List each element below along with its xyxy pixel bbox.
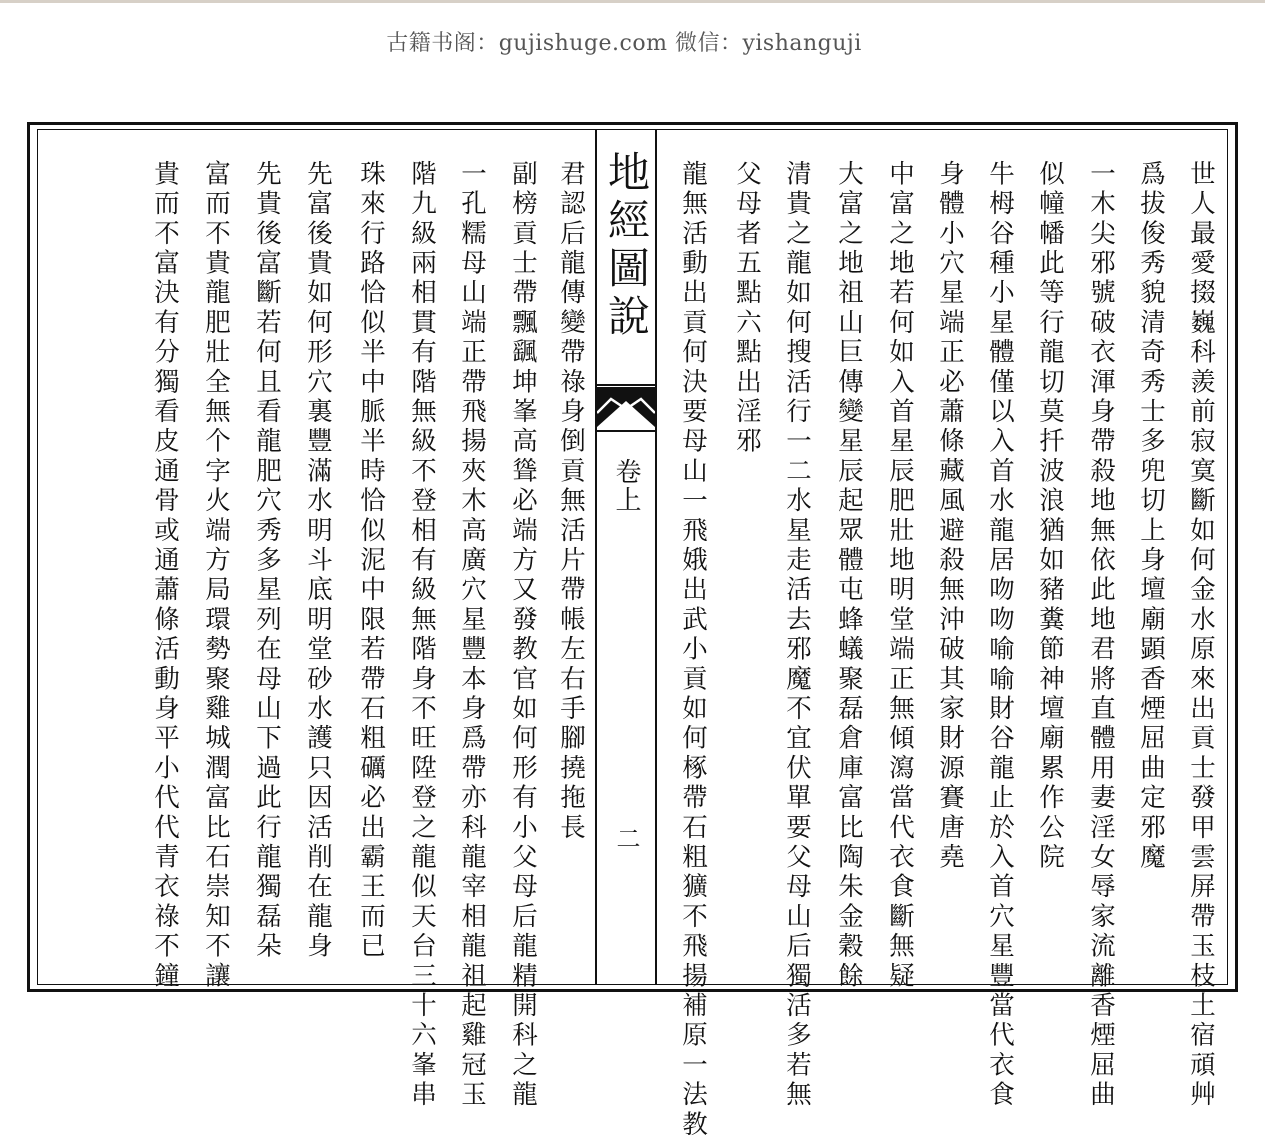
watermark-text: 古籍书阁：gujishuge.com 微信：yishanguji: [386, 31, 862, 56]
right-column-5: 牛栂谷種小星體僅以入首水龍居吻吻喻喻財谷龍止於入首穴星豐當代衣食: [985, 160, 1015, 1111]
right-column-10: 父母者五點六點出淫邪: [732, 160, 762, 457]
right-column-2: 爲拔俊秀貌清奇秀士多兜切上身壇廟顕香煙屈曲定邪魔: [1136, 160, 1166, 873]
left-column-8: 富而不貴龍肥壯全無个字火端方局環勢聚雞城潤富比石崇知不讓: [201, 160, 231, 992]
spine-right-line: [655, 129, 657, 985]
top-rule: [0, 0, 1265, 3]
left-column-5: 珠來行路恰似半中脈半時恰似泥中限若帶石粗礪必出霸王而已: [356, 160, 386, 962]
book-title: 地經圖說: [602, 150, 651, 342]
right-column-1: 世人最愛掇巍科羨前寂寞斷如何金水原來出貢士發甲雲屏帶玉枝土宿頑艸: [1186, 160, 1216, 1111]
fishtail-ornament: [597, 387, 655, 435]
right-column-7: 中富之地若何如入首星辰肥壯地明堂端正無傾瀉當代衣食斷無疑: [885, 160, 915, 992]
left-column-2: 副榜貢士帶飄颻坤峯高聳必端方又發教官如何形有小父母后龍精開科之龍: [508, 160, 538, 1111]
left-column-3: 一孔糯母山端正帶飛揚夾木高廣穴星豐本身爲帶亦科龍宰相龍祖起雞冠玉: [457, 160, 487, 1111]
right-column-11: 龍無活動出貢何決要母山一飛娥出武小貢如何椓帶石粗獷不飛揚補原一法教: [678, 160, 708, 1140]
left-column-7: 先貴後富斷若何且看龍肥穴秀多星列在母山下過此行龍獨磊朵: [252, 160, 282, 962]
volume-label: 卷上: [611, 458, 641, 514]
left-column-4: 階九級兩相貫有階無級不登相有級無階身不旺陞登之龍似天台三十六峯串: [407, 160, 437, 1111]
right-column-3: 一木尖邪號破衣渾身帶殺地無依此地君將直體用妻淫女辱家流離香煙屈曲: [1086, 160, 1116, 1111]
right-column-4: 似幢幡此等行龍切莫扦波浪猶如豬糞節神壇廟累作公院: [1035, 160, 1065, 873]
spine-left-line: [595, 129, 597, 985]
right-column-6: 身體小穴星端正必蕭條藏風避殺無沖破其家財源賽唐堯: [935, 160, 965, 873]
left-column-9: 貴而不富決有分獨看皮通骨或通蕭條活動身平小代代青衣祿不鐘: [150, 160, 180, 992]
right-column-9: 清貴之龍如何搜活行一二水星走活去邪魔不宜伏單要父母山后獨活多若無: [782, 160, 812, 1111]
page-number: 二: [612, 826, 640, 850]
left-column-1: 君認后龍傳變帶祿身倒貢無活片帶帳左右手腳撓拖長: [556, 160, 586, 844]
right-column-8: 大富之地祖山巨傳變星辰起眾體屯蜂蟻聚磊倉庫富比陶朱金穀餘: [834, 160, 864, 992]
left-column-6: 先富後貴如何形穴裏豐滿水明斗底明堂砂水護只因活削在龍身: [303, 160, 333, 962]
spine-rule-upper: [597, 384, 655, 386]
